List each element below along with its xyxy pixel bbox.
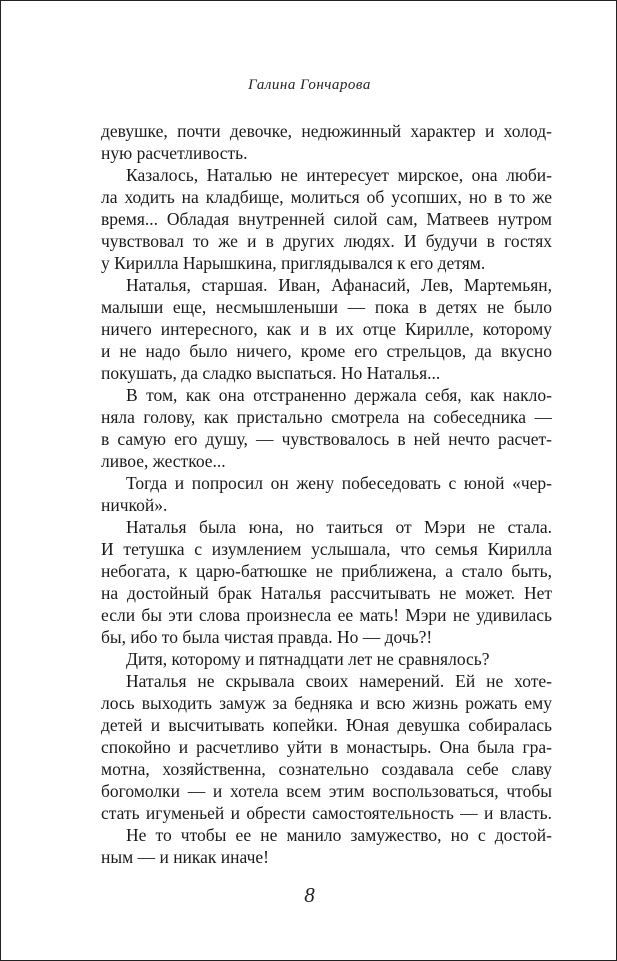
text-line: Не то чтобы ее не манило замужество, но с достой- bbox=[126, 825, 552, 845]
text-line: девушке, почти девочке, недюжинный характер и холод- bbox=[101, 121, 552, 141]
text-line: В том, как она отстраненно держала себя, как накло- bbox=[126, 385, 552, 405]
text-line: на достойный брак Наталья рассчитывать не может. Нет bbox=[101, 583, 552, 603]
text-line: ла ходить на кладбище, молиться об усопших, но в то же bbox=[101, 187, 552, 207]
text-line: спокойно и расчетливо уйти в монастырь. Она была гра- bbox=[101, 737, 552, 757]
running-header-author: Галина Гончарова bbox=[248, 77, 371, 93]
text-line: ливое, жесткое... bbox=[101, 451, 226, 471]
text-line: Дитя, которому и пятнадцати лет не сравнялось? bbox=[126, 649, 490, 669]
text-line: если бы эти слова произнесла ее мать! Мэри не удивилась bbox=[101, 605, 552, 625]
text-line: и не надо было ничего, кроме его стрельцов, да вкусно bbox=[101, 341, 552, 361]
text-line: ную расчетливость. bbox=[101, 143, 248, 163]
text-line: мотна, хозяйственна, сознательно создавала себе славу bbox=[101, 759, 552, 779]
text-line: детей и высчитывать копейки. Юная девушка собиралась bbox=[101, 715, 552, 735]
text-line: малыши еще, несмышленыши — пока в детях не было bbox=[101, 297, 552, 317]
text-line: Наталья не скрывала своих намерений. Ей не хоте- bbox=[126, 671, 552, 691]
text-line: в самую его душу, — чувствовалось в ней нечто расчет- bbox=[101, 429, 552, 449]
text-line: небогата, к царю-батюшке не приближена, а стало быть, bbox=[101, 561, 552, 581]
text-line: богомолки — и хотела всем этим воспользоваться, чтобы bbox=[101, 781, 552, 801]
text-line: Казалось, Наталью не интересует мирское, она люби- bbox=[126, 165, 552, 185]
page-text bbox=[101, 120, 552, 868]
text-line: ничкой». bbox=[101, 495, 168, 515]
text-line: чувствовал то же и в других людях. И будучи в гостях bbox=[101, 231, 552, 251]
text-line: бы, ибо то была чистая правда. Но — дочь?! bbox=[101, 627, 433, 647]
text-line: стать игуменьей и обрести самостоятельность — и власть. bbox=[101, 803, 552, 823]
text-line: покушать, да сладко выспаться. Но Наталья... bbox=[101, 363, 441, 383]
text-line: Тогда и попросил он жену побеседовать с юной «чер- bbox=[126, 473, 552, 493]
text-line: у Кирилла Нарышкина, приглядывался к его детям. bbox=[101, 253, 486, 273]
text-line: И тетушка с изумлением услышала, что семья Кирилла bbox=[101, 539, 552, 559]
text-line: лось выходить замуж за бедняка и всю жизнь рожать ему bbox=[101, 693, 552, 713]
text-line: няла голову, как пристально смотрела на собеседника — bbox=[101, 407, 552, 427]
text-line: Наталья, старшая. Иван, Афанасий, Лев, Мартемьян, bbox=[126, 275, 552, 295]
text-line: время... Обладая внутренней силой сам, Матвеев нутром bbox=[101, 209, 552, 229]
text-line: Наталья была юна, но таиться от Мэри не стала. bbox=[126, 517, 552, 537]
page-number: 8 bbox=[304, 883, 315, 907]
text-line: ничего интересного, как и в их отце Кирилле, которому bbox=[101, 319, 552, 339]
text-line: ным — и никак иначе! bbox=[101, 847, 269, 867]
